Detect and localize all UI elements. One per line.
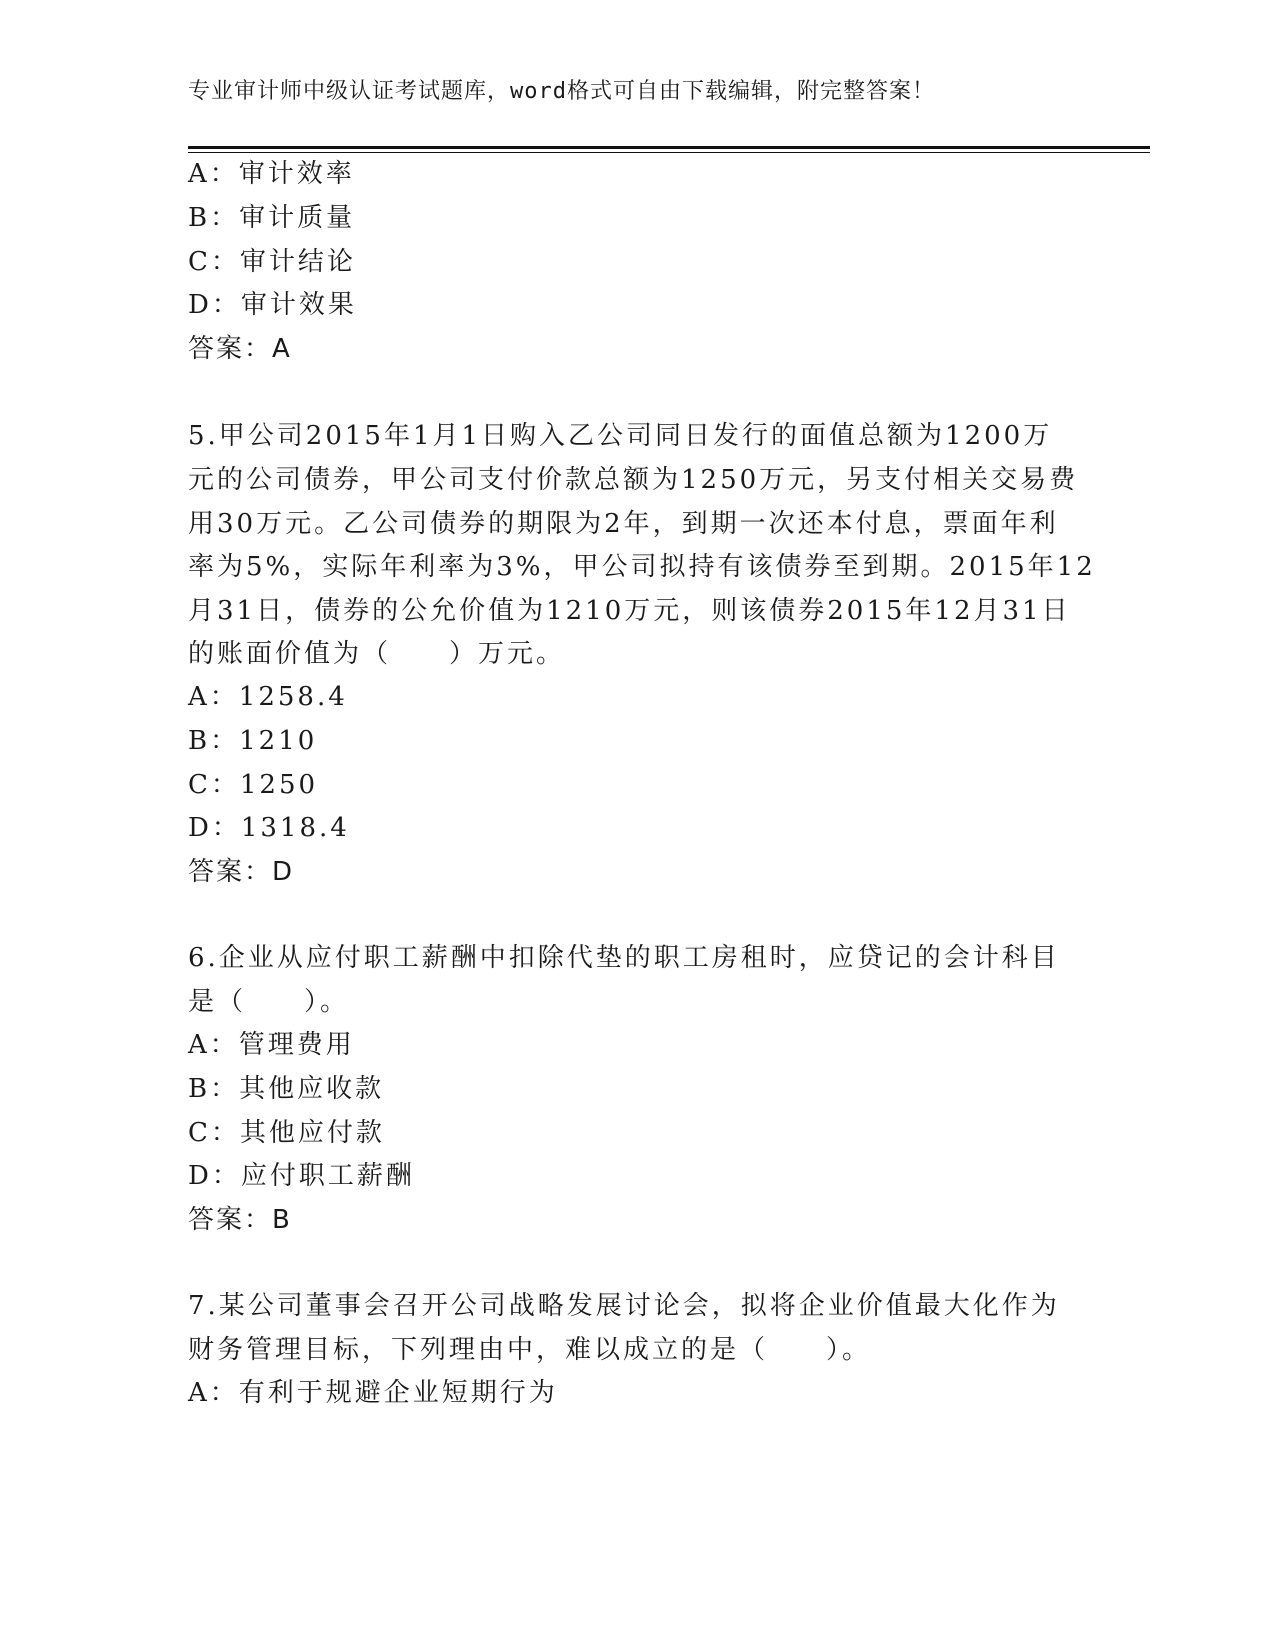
q4-option-a: A：审计效率	[188, 159, 355, 189]
q4-option-b: B：审计质量	[188, 203, 356, 233]
page-header: 专业审计师中级认证考试题库，word格式可自由下载编辑，附完整答案！	[188, 79, 935, 104]
q5-option-d: D：1318.4	[188, 813, 350, 843]
q4-answer: 答案：A	[188, 334, 292, 364]
q6-option-d: D：应付职工薪酬	[188, 1161, 415, 1191]
q4-option-c: C：审计结论	[188, 247, 356, 277]
q5-stem-line-2: 元的公司债券，甲公司支付价款总额为1250万元，另支付相关交易费	[188, 465, 1079, 495]
q7-stem-line-1: 7.某公司董事会召开公司战略发展讨论会，拟将企业价值最大化作为	[188, 1291, 1060, 1321]
q6-answer: 答案：B	[188, 1205, 292, 1235]
q5-option-b: B：1210	[188, 726, 318, 756]
q7-stem-line-2: 财务管理目标，下列理由中，难以成立的是（ ）。	[188, 1335, 872, 1365]
header-rule-thin	[188, 152, 1150, 153]
q5-stem-line-4: 率为5%，实际年利率为3%，甲公司拟持有该债券至到期。2015年12	[188, 552, 1096, 582]
q5-option-c: C：1250	[188, 770, 319, 800]
q6-option-c: C：其他应付款	[188, 1118, 385, 1148]
q4-option-d: D：审计效果	[188, 290, 357, 320]
q7-option-a: A：有利于规避企业短期行为	[188, 1378, 558, 1408]
q6-stem-line-2: 是（ ）。	[188, 987, 350, 1017]
q5-option-a: A：1258.4	[188, 682, 348, 712]
q6-option-a: A：管理费用	[188, 1030, 355, 1060]
header-rule-thick	[188, 146, 1150, 149]
q5-answer: 答案：D	[188, 857, 295, 887]
q5-stem-line-5: 月31日，债券的公允价值为1210万元，则该债券2015年12月31日	[188, 596, 1071, 626]
q6-option-b: B：其他应收款	[188, 1074, 385, 1104]
q5-stem-line-3: 用30万元。乙公司债券的期限为2年，到期一次还本付息，票面年利	[188, 509, 1059, 539]
q5-stem-line-6: 的账面价值为（ ）万元。	[188, 639, 566, 669]
q5-stem-line-1: 5.甲公司2015年1月1日购入乙公司同日发行的面值总额为1200万	[188, 421, 1053, 451]
q6-stem-line-1: 6.企业从应付职工薪酬中扣除代垫的职工房租时，应贷记的会计科目	[188, 943, 1060, 973]
